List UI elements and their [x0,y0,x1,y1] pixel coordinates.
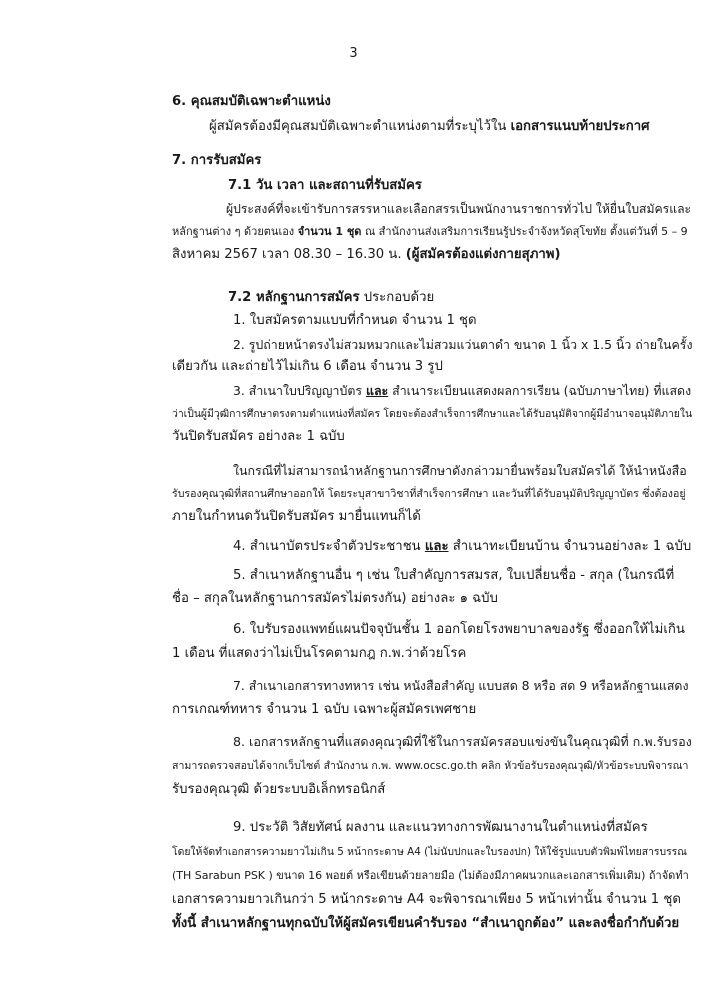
section-6-body-text: ผู้สมัครต้องมีคุณสมบัติเฉพาะตำแหน่งตามที่ระบุไว้ใน [209,119,511,134]
section-7-1-line-3-bold: (ผู้สมัครต้องแต่งกายสุภาพ) [405,247,561,262]
item-3-text-a: 3. สำเนาใบปริญญาบัตร [233,383,366,398]
item-4-and-underlined: และ [424,539,449,554]
item-8-line-1: 8. เอกสารหลักฐานที่แสดงคุณวุฒิที่ใช้ในการสมัครสอบแข่งขันในคุณวุฒิที่ ก.พ.รับรอง [233,734,692,749]
section-7-1-line-2-text: หลักฐานต่าง ๆ ด้วยตนเอง [172,225,298,238]
item-2-line-1: 2. รูปถ่ายหน้าตรงไม่สวมหมวกและไม่สวมแว่นตาดำ ขนาด 1 นิ้ว x 1.5 นิ้ว ถ่ายในครั้ง [233,337,693,352]
page-number: 3 [349,46,358,61]
item-9-line-2: โดยให้จัดทำเอกสารความยาวไม่เกิน 5 หน้ากระดาษ A4 (ไม่นับปกและใบรองปก) ให้ใช้รูปแบบตัวพิมพ์ไทยสารบรรณ [172,846,687,858]
section-7-1-line-3-text: สิงหาคม 2567 เวลา 08.30 – 16.30 น. [172,247,406,262]
section-7-heading: 7. การรับสมัคร [172,153,262,168]
section-7-2-heading-bold: 7.2 หลักฐานการสมัคร [228,290,360,305]
section-6-body-bold: เอกสารแนบท้ายประกาศ [510,119,650,134]
item-2-line-2: เดียวกัน และถ่ายไว้ไม่เกิน 6 เดือน จำนวน 3 รูป [172,359,443,374]
item-8-line-3: รับรองคุณวุฒิ ด้วยระบบอิเล็กทรอนิกส์ [172,782,386,797]
item-4-text-c: สำเนาทะเบียนบ้าน จำนวนอย่างละ 1 ฉบับ [448,539,692,554]
note-line-1: ในกรณีที่ไม่สามารถนำหลักฐานการศึกษาดังกล่าวมายื่นพร้อมใบสมัครได้ ให้นำหนังสือ [233,463,687,478]
item-3-line-3: วันปิดรับสมัคร อย่างละ 1 ฉบับ [172,429,345,444]
item-6-line-1: 6. ใบรับรองแพทย์แผนปัจจุบันชั้น 1 ออกโดยโรงพยาบาลของรัฐ ซึ่งออกให้ไม่เกิน [233,622,685,637]
section-7-1-line-3 [172,245,561,265]
item-4 [233,537,691,557]
item-9-line-4: เอกสารความยาวเกินกว่า 5 หน้ากระดาษ A4 จะพิจารณาเพียง 5 หน้าเท่านั้น จำนวน 1 ชุด [172,892,681,907]
section-7-2-heading-suffix: ประกอบด้วย [359,290,435,305]
closing-statement: ทั้งนี้ สำเนาหลักฐานทุกฉบับให้ผู้สมัครเขียนคำรับรอง “สำเนาถูกต้อง” และลงชื่อกำกับด้วย [172,916,680,931]
section-6-heading: 6. คุณสมบัติเฉพาะตำแหน่ง [172,94,331,109]
section-7-2-heading [228,288,434,308]
section-7-1-line-2 [172,222,688,242]
section-7-1-line-2-bold: จำนวน 1 ชุด [297,225,362,238]
note-line-3: ภายในกำหนดวันปิดรับสมัคร มายื่นแทนก็ได้ [172,509,421,524]
section-7-1-line-2-rest: ณ สำนักงานส่งเสริมการเรียนรู้ประจำจังหวัดสุโขทัย ตั้งแต่วันที่ 5 – 9 [361,225,688,238]
section-7-1-line-1: ผู้ประสงค์ที่จะเข้ารับการสรรหาและเลือกสรรเป็นพนักงานราชการทั่วไป ให้ยื่นใบสมัครและ [226,202,692,216]
item-4-text-a: 4. สำเนาบัตรประจำตัวประชาชน [233,539,425,554]
item-8-line-2: สามารถตรวจสอบได้จากเว็บไซต์ สำนักงาน ก.พ. www.ocsc.go.th คลิก หัวข้อรับรองคุณวุฒิ/หัวข้อระบบพิจารณา [172,760,689,772]
section-6-body [209,117,650,137]
item-1: 1. ใบสมัครตามแบบที่กำหนด จำนวน 1 ชุด [233,313,477,328]
item-3-text-c: สำเนาระเบียนแสดงผลการเรียน (ฉบับภาษาไทย) ที่แสดง [388,383,692,398]
item-9-line-3: (TH Sarabun PSK ) ขนาด 16 พอยต์ หรือเขียนด้วยลายมือ (ไม่ต้องมีภาคผนวกและเอกสารเพิ่มเติม) ถ้าจัดทำ [172,869,689,882]
item-5-line-2: ชื่อ – สกุลในหลักฐานการสมัครไม่ตรงกัน) อย่างละ ๑ ฉบับ [172,591,498,606]
item-5-line-1: 5. สำเนาหลักฐานอื่น ๆ เช่น ใบสำคัญการสมรส, ใบเปลี่ยนชื่อ - สกุล (ในกรณีที่ [233,568,675,583]
item-7-line-2: การเกณฑ์ทหาร จำนวน 1 ฉบับ เฉพาะผู้สมัครเพศชาย [172,702,477,717]
item-6-line-2: 1 เดือน ที่แสดงว่าไม่เป็นโรคตามกฎ ก.พ.ว่าด้วยโรค [172,646,467,661]
item-7-line-1: 7. สำเนาเอกสารทางทหาร เช่น หนังสือสำคัญ แบบสด 8 หรือ สด 9 หรือหลักฐานแสดง [233,678,689,693]
note-line-2: รับรองคุณวุฒิที่สถานศึกษาออกให้ โดยระบุสาขาวิชาที่สำเร็จการศึกษา และวันที่ได้รับอนุมัติปริญญาบัตร ซึ่งต้องอยู่ [172,488,686,500]
item-3-line-2: ว่าเป็นผู้มีวุฒิการศึกษาตรงตามตำแหน่งที่สมัคร โดยจะต้องสำเร็จการศึกษาและได้รับอนุมัติจากผู้มีอำนาจอนุมัติภายใน [172,408,693,420]
item-3-and-underlined: และ [365,383,389,398]
item-3-line-1 [233,381,691,401]
item-9-line-1: 9. ประวัติ วิสัยทัศน์ ผลงาน และแนวทางการพัฒนางานในตำแหน่งที่สมัคร [233,820,648,835]
section-7-1-heading: 7.1 วัน เวลา และสถานที่รับสมัคร [228,178,422,193]
